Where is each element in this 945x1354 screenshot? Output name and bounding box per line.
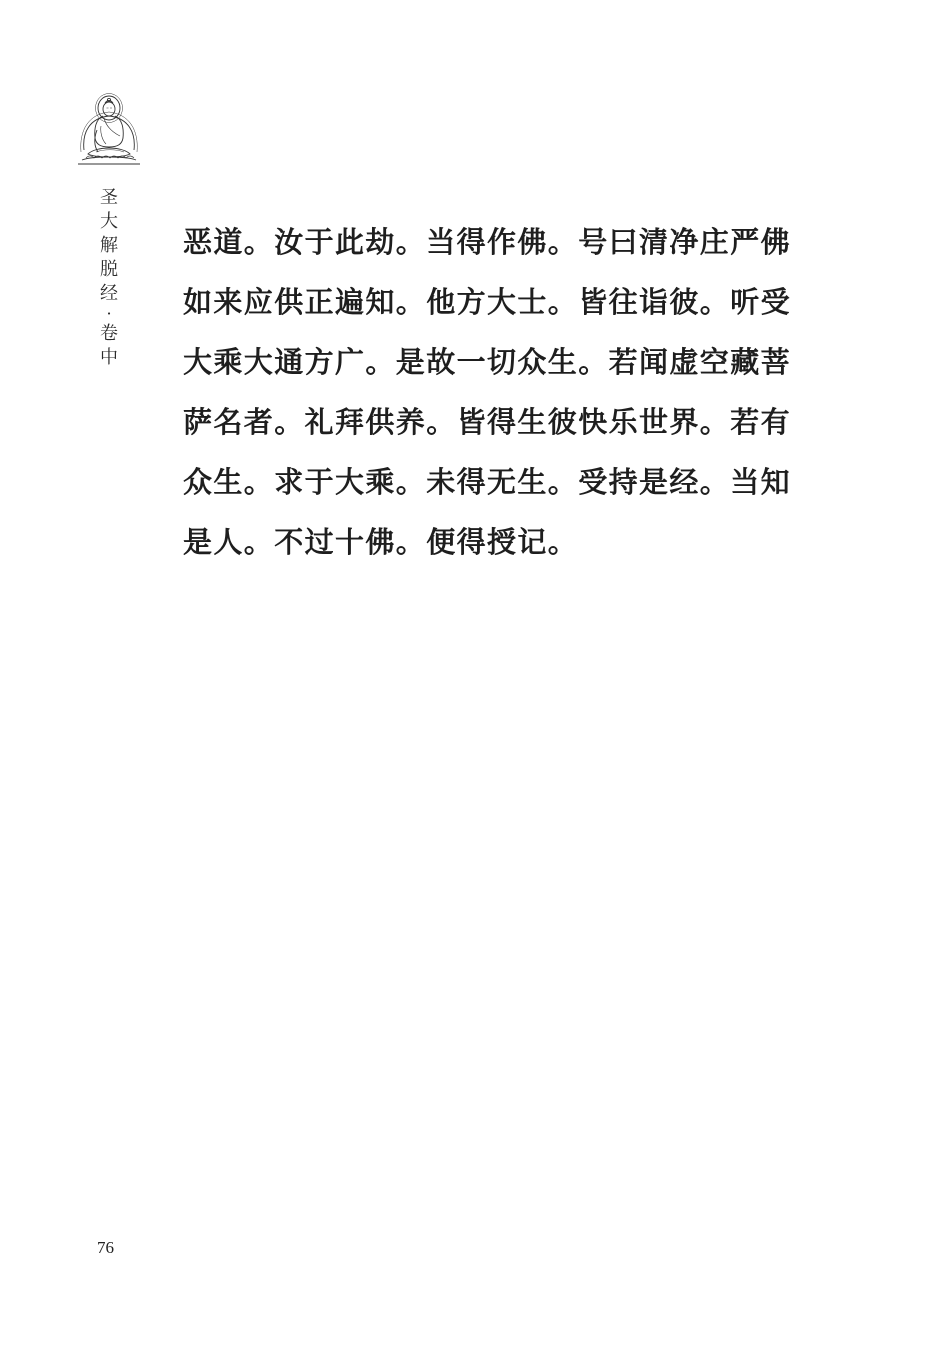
running-title: [96, 186, 122, 370]
body-line: 大乘大通方广。是故一切众生。若闻虚空藏菩: [183, 345, 792, 379]
body-line: 如来应供正遍知。他方大士。皆往诣彼。听受: [183, 285, 792, 319]
running-title-char: 卷: [100, 323, 118, 344]
scripture-body: [183, 212, 792, 572]
running-title-char: 脱: [100, 259, 118, 280]
buddha-illustration: [76, 92, 142, 168]
running-title-char: 中: [100, 347, 118, 368]
body-line: 萨名者。礼拜供养。皆得生彼快乐世界。若有: [183, 405, 792, 439]
body-line: 众生。求于大乘。未得无生。受持是经。当知: [183, 465, 792, 499]
running-title-separator: ·: [106, 304, 112, 323]
page-number: 76: [97, 1238, 114, 1257]
body-line: 是人。不过十佛。便得授记。: [183, 525, 579, 559]
running-title-char: 圣: [100, 187, 118, 208]
running-title-char: 大: [100, 211, 118, 232]
body-line: 恶道。汝于此劫。当得作佛。号曰清净庄严佛: [183, 225, 792, 259]
running-title-char: 经: [100, 283, 118, 304]
running-title-char: 解: [100, 235, 118, 256]
